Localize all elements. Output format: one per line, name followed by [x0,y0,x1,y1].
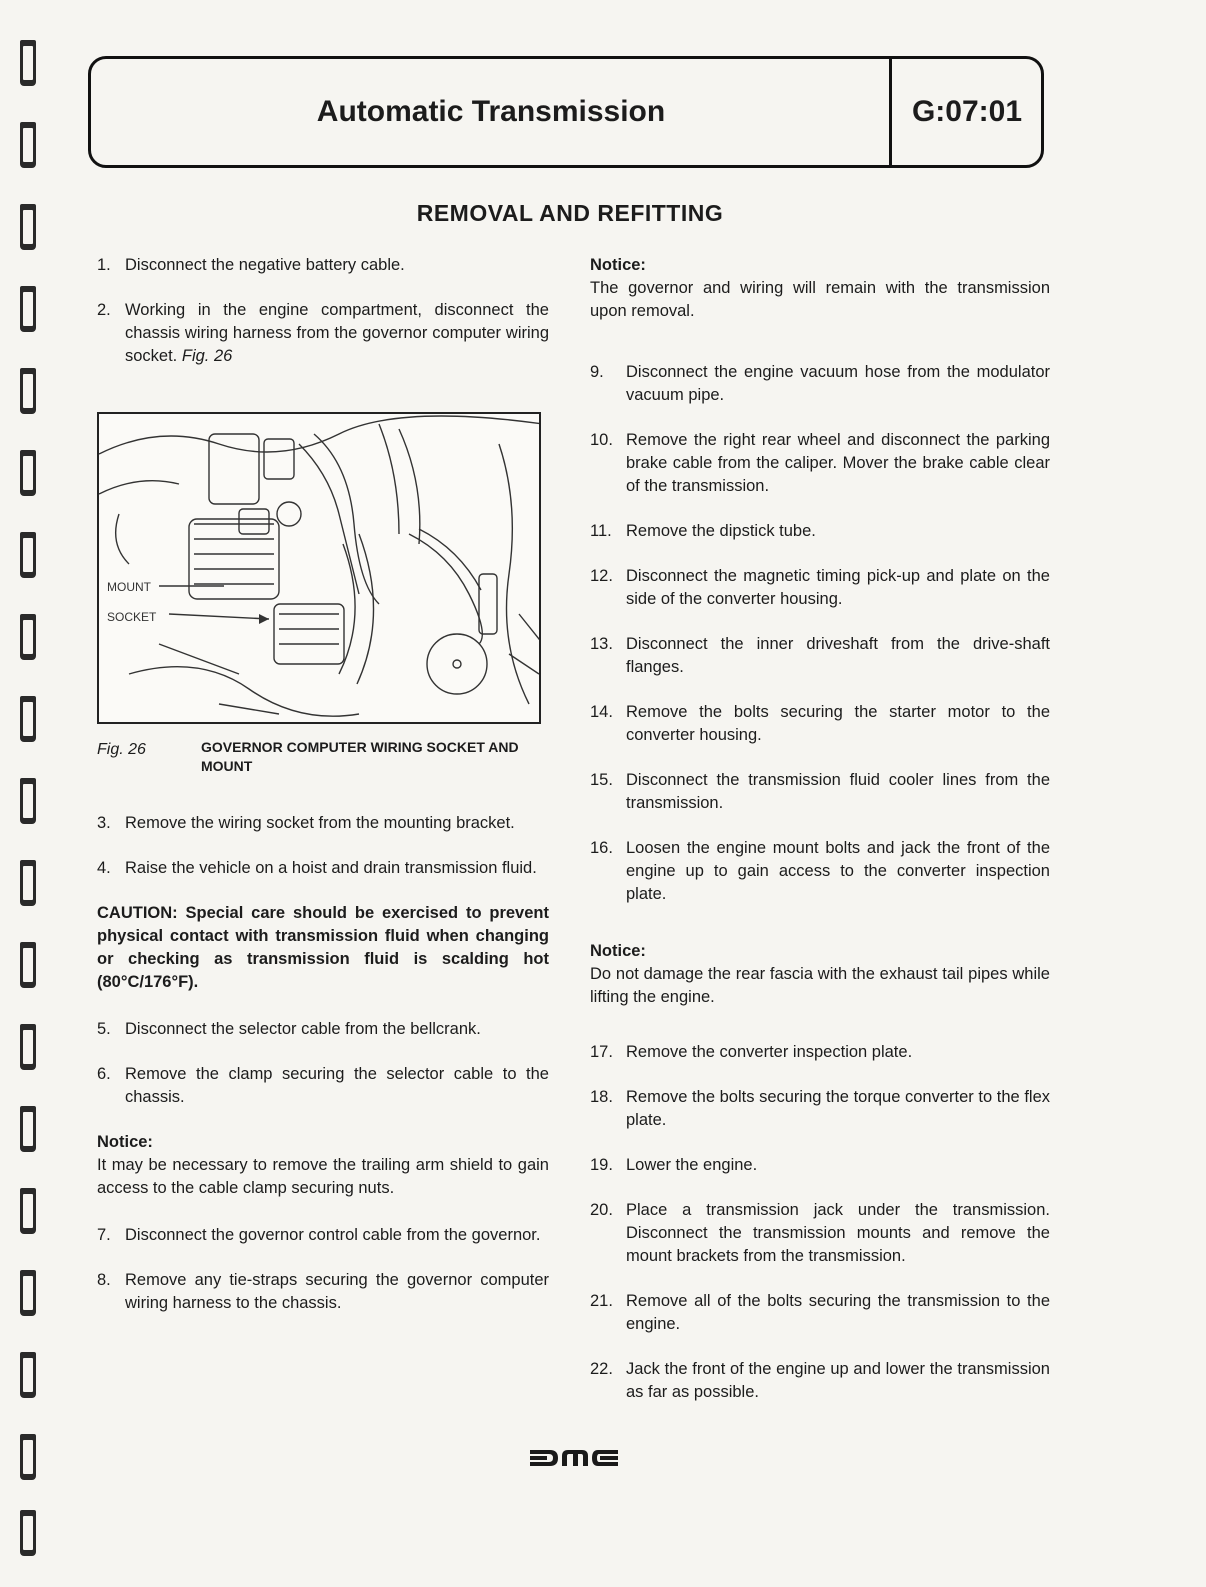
engine-bay-drawing [99,414,541,724]
step-number: 17. [590,1043,613,1061]
step-number: 3. [97,814,111,832]
step-number: 10. [590,431,613,449]
notice-label: Notice: [97,1133,153,1151]
step-number: 11. [590,522,612,540]
figure-label-socket: SOCKET [107,610,157,624]
figure-26-illustration [97,412,541,724]
step-item [97,857,549,880]
step-text: Working in the engine compartment, disconnect the chassis wiring harness from the governor computer wiring socket. [125,301,549,365]
step-number: 8. [97,1271,111,1289]
step-number: 9. [590,363,604,381]
notice-block [97,1131,549,1200]
step-item [590,837,1050,906]
step-text: Lower the engine. [626,1156,758,1174]
binder-holes [20,0,40,1587]
step-item [97,1018,549,1041]
step-text: Disconnect the inner driveshaft from the drive-shaft flanges. [626,635,1050,676]
step-text: Remove the dipstick tube. [626,522,816,540]
step-item [590,1041,1050,1064]
notice-text: The governor and wiring will remain with the transmission upon removal. [590,279,1050,320]
step-item [590,701,1050,747]
binder-hole [20,614,36,660]
figure-caption [97,738,549,776]
step-text: Remove the bolts securing the torque converter to the flex plate. [626,1088,1050,1129]
binder-hole [20,1352,36,1398]
step-text: Place a transmission jack under the transmission. Disconnect the transmission mounts and remove the mount brackets from the transmission. [626,1201,1050,1265]
step-number: 20. [590,1201,613,1219]
binder-hole [20,450,36,496]
step-number: 7. [97,1226,111,1244]
figure-number: Fig. 26 [97,741,146,758]
step-item [97,812,549,835]
step-number: 19. [590,1156,613,1174]
page-title: Automatic Transmission [316,95,666,128]
step-number: 5. [97,1020,111,1038]
step-item [590,1358,1050,1404]
step-item [590,633,1050,679]
step-text: Disconnect the transmission fluid cooler lines from the transmission. [626,771,1050,812]
binder-hole [20,368,36,414]
step-text: Disconnect the selector cable from the bellcrank. [125,1020,481,1038]
binder-hole [20,1024,36,1070]
dmc-logo [530,1447,618,1469]
binder-hole [20,532,36,578]
step-text: Remove the bolts securing the starter motor to the converter housing. [626,703,1050,744]
step-number: 18. [590,1088,613,1106]
step-number: 1. [97,256,111,274]
step-text: Remove the converter inspection plate. [626,1043,913,1061]
binder-hole [20,1188,36,1234]
step-text: Jack the front of the engine up and lower the transmission as far as possible. [626,1360,1050,1401]
section-code: G:07:01 [911,95,1023,128]
step-text: Disconnect the negative battery cable. [125,256,405,274]
figure-caption-text: GOVERNOR COMPUTER WIRING SOCKET AND MOUNT [201,739,519,774]
binder-hole [20,942,36,988]
step-item [590,565,1050,611]
caution-text: CAUTION: Special care should be exercised to prevent physical contact with transmission fluid when changing or checking as transmission fluid is scalding hot (80°C/176°F). [97,904,549,991]
binder-hole [20,860,36,906]
notice-block [590,254,1050,323]
step-text-wrapper [125,299,549,368]
step-number: 21. [590,1292,613,1310]
step-number: 14. [590,703,613,721]
step-item [590,1086,1050,1132]
notice-block [590,940,1050,1009]
step-number: 2. [97,301,111,319]
notice-label: Notice: [590,256,646,274]
step-number: 6. [97,1065,111,1083]
step-item [590,1290,1050,1336]
step-text: Disconnect the engine vacuum hose from the modulator vacuum pipe. [626,363,1050,404]
step-number: 22. [590,1360,613,1378]
binder-hole [20,1270,36,1316]
step-item [590,429,1050,498]
step-item [97,254,549,277]
step-text: Remove the right rear wheel and disconnect the parking brake cable from the caliper. Mover the brake cable clear of the transmission. [626,431,1050,495]
step-number: 16. [590,839,613,857]
section-title: REMOVAL AND REFITTING [416,200,724,226]
notice-label: Notice: [590,942,646,960]
binder-hole [20,778,36,824]
page-header [88,56,1044,168]
step-text: Remove any tie-straps securing the governor computer wiring harness to the chassis. [125,1271,549,1312]
step-item [590,1199,1050,1268]
notice-text: It may be necessary to remove the trailing arm shield to gain access to the cable clamp securing nuts. [97,1156,549,1197]
step-text: Disconnect the magnetic timing pick-up and plate on the side of the converter housing. [626,567,1050,608]
step-text: Remove the wiring socket from the mounting bracket. [125,814,515,832]
step-item [590,769,1050,815]
step-text: Remove all of the bolts securing the transmission to the engine. [626,1292,1050,1333]
right-column [590,254,1050,1426]
step-text: Remove the clamp securing the selector cable to the chassis. [125,1065,549,1106]
step-number: 15. [590,771,613,789]
step-item [97,299,549,368]
figure-reference: Fig. 26 [181,347,233,365]
binder-hole [20,122,36,168]
binder-hole [20,1434,36,1480]
step-number: 13. [590,635,613,653]
step-text: Raise the vehicle on a hoist and drain transmission fluid. [125,859,537,877]
step-text: Loosen the engine mount bolts and jack the front of the engine up to gain access to the converter inspection plate. [626,839,1050,903]
binder-hole [20,696,36,742]
binder-hole [20,40,36,86]
step-item [590,361,1050,407]
binder-hole [20,1106,36,1152]
step-number: 4. [97,859,111,877]
step-number: 12. [590,567,613,585]
notice-text: Do not damage the rear fascia with the exhaust tail pipes while lifting the engine. [590,965,1050,1006]
binder-hole [20,1510,36,1556]
left-column [97,254,549,1337]
figure-label-mount: MOUNT [107,580,151,594]
step-item [97,1224,549,1247]
step-item [590,520,1050,543]
step-text: Disconnect the governor control cable from the governor. [125,1226,541,1244]
binder-hole [20,286,36,332]
step-item [97,1063,549,1109]
step-item [590,1154,1050,1177]
step-item [97,1269,549,1315]
